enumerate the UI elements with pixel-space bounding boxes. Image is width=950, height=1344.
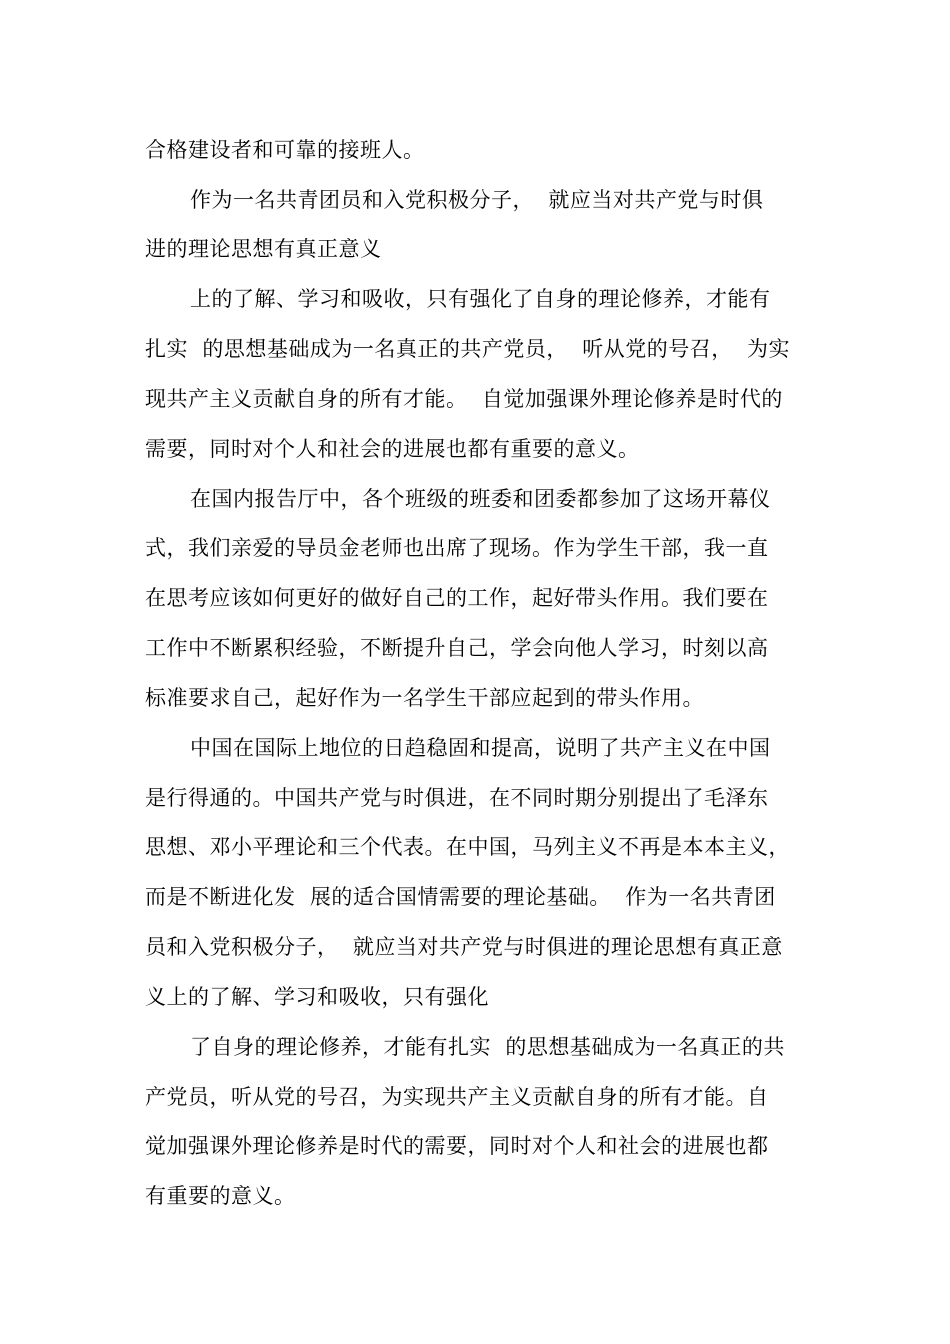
text-line: 在国内报告厅中，各个班级的班委和团委都参加了这场开幕仪 [190,487,771,511]
text-line: 扎实 的思想基础成为一名真正的共产党员， 听从党的号召， 为实 [145,337,791,361]
text-line: 进的理论思想有真正意义 [145,237,382,261]
text-line: 了自身的理论修养，才能有扎实 的思想基础成为一名真正的共 [190,1035,785,1059]
text-line: 是行得通的。中国共产党与时俱进，在不同时期分别提出了毛泽东 [145,786,769,810]
text-line: 思想、邓小平理论和三个代表。在中国，马列主义不再是本本主义， [145,835,790,859]
text-line: 产党员，听从党的号召，为实现共产主义贡献自身的所有才能。自 [145,1085,769,1109]
text-line: 合格建设者和可靠的接班人。 [145,138,425,162]
text-line: 在思考应该如何更好的做好自己的工作，起好带头作用。我们要在 [145,586,769,610]
text-line: 中国在国际上地位的日趋稳固和提高，说明了共产主义在中国 [190,736,771,760]
text-line: 觉加强课外理论修养是时代的需要，同时对个人和社会的进展也都 [145,1134,769,1158]
text-line: 需要，同时对个人和社会的进展也都有重要的意义。 [145,437,640,461]
text-line: 而是不断进化发 展的适合国情需要的理论基础。 作为一名共青团 [145,885,776,909]
text-line: 有重要的意义。 [145,1184,296,1208]
text-line: 上的了解、学习和吸收，只有强化了自身的理论修养，才能有 [190,287,771,311]
text-line: 作为一名共青团员和入党积极分子， 就应当对共产党与时俱 [190,188,764,212]
text-line: 标准要求自己，起好作为一名学生干部应起到的带头作用。 [145,686,704,710]
text-line: 义上的了解、学习和吸收，只有强化 [145,985,489,1009]
text-line: 员和入党积极分子， 就应当对共产党与时俱进的理论思想有真正意 [145,935,783,959]
text-line: 现共产主义贡献自身的所有才能。 自觉加强课外理论修养是时代的 [145,387,783,411]
text-line: 工作中不断累积经验，不断提升自己，学会向他人学习，时刻以高 [145,636,769,660]
text-line: 式，我们亲爱的导员金老师也出席了现场。作为学生干部，我一直 [145,536,769,560]
